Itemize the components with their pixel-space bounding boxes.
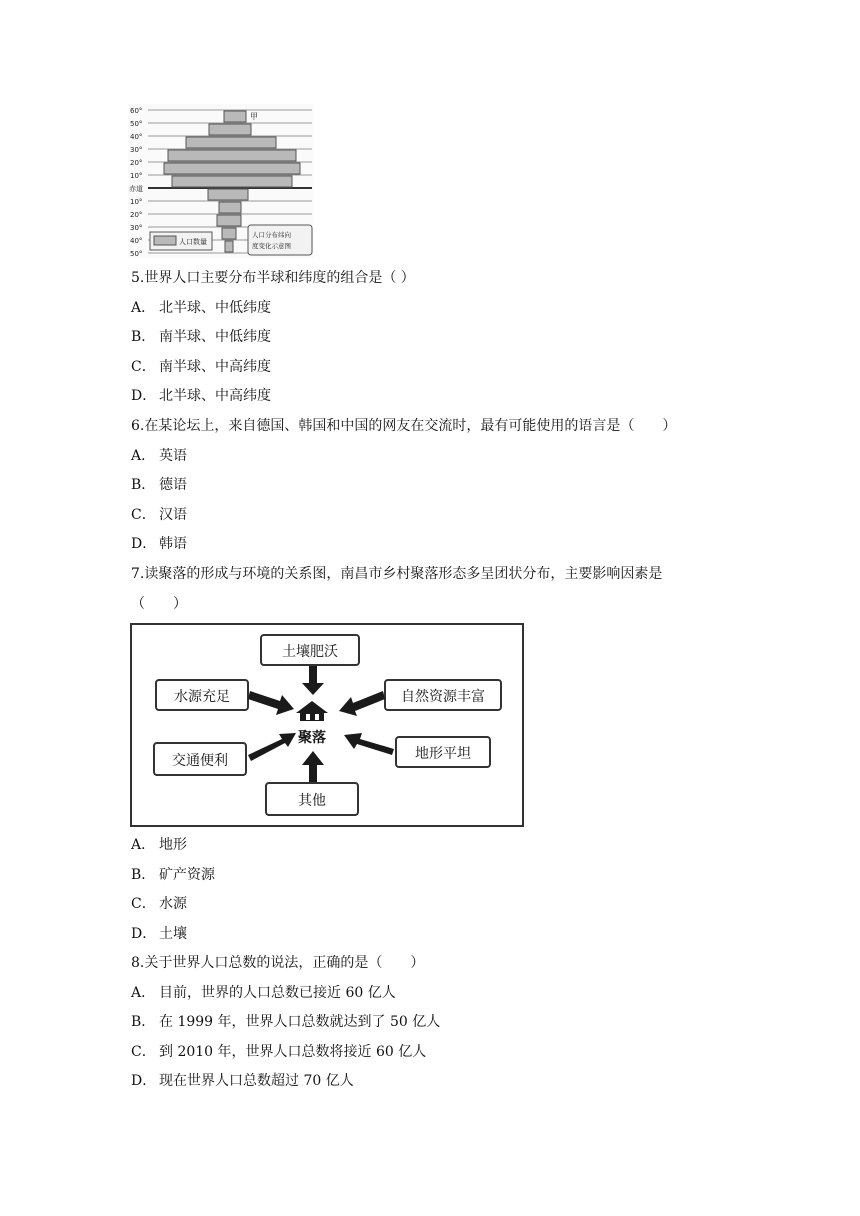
option-letter: C．	[131, 1044, 156, 1060]
option-letter: D．	[131, 536, 157, 552]
factor-label: 土壤肥沃	[282, 644, 338, 660]
option-c[interactable]	[131, 894, 187, 914]
option-text: 在 1999 年，世界人口总数就达到了 50 亿人	[159, 1014, 441, 1030]
option-text: 汉语	[159, 507, 187, 523]
lat-label: 30°	[130, 224, 143, 232]
option-b[interactable]	[131, 1012, 440, 1032]
option-b[interactable]	[131, 475, 187, 495]
option-letter: A．	[131, 300, 156, 316]
option-a[interactable]	[131, 298, 271, 318]
option-text: 矿产资源	[159, 867, 215, 883]
option-letter: A．	[131, 448, 156, 464]
lat-label: 10°	[130, 172, 143, 180]
option-text: 北半球、中低纬度	[159, 300, 271, 316]
option-letter: C．	[131, 896, 156, 912]
option-b[interactable]	[131, 327, 271, 347]
factor-label: 水源充足	[174, 689, 230, 705]
lat-label-equator: 赤道	[129, 185, 143, 193]
factor-label: 交通便利	[172, 753, 228, 769]
option-text: 韩语	[159, 536, 187, 552]
legend-swatch	[154, 236, 176, 245]
option-a[interactable]	[131, 983, 396, 1003]
settlement-diagram	[130, 623, 524, 827]
question-5-stem: 5.世界人口主要分布半球和纬度的组合是（ ）	[131, 270, 415, 286]
lat-label: 20°	[130, 211, 143, 219]
settlement-diagram-svg	[130, 623, 524, 827]
option-letter: A．	[131, 837, 156, 853]
option-letter: A．	[131, 985, 156, 1001]
option-text: 水源	[159, 896, 187, 912]
option-d[interactable]	[131, 534, 187, 554]
lat-label: 50°	[130, 250, 143, 258]
option-letter: D．	[131, 1073, 157, 1089]
option-c[interactable]	[131, 357, 271, 377]
lat-label: 50°	[130, 120, 143, 128]
question-7-stem-cont: （ ）	[131, 596, 187, 612]
option-b[interactable]	[131, 865, 215, 885]
lat-label: 40°	[130, 237, 143, 245]
lat-label: 10°	[130, 198, 143, 206]
option-letter: C．	[131, 359, 156, 375]
legend-label: 人口数量	[179, 238, 207, 246]
option-text: 地形	[159, 837, 187, 853]
question-7-stem: 7.读聚落的形成与环境的关系图，南昌市乡村聚落形态多呈团状分布，主要影响因素是	[131, 566, 663, 582]
option-letter: B．	[131, 329, 156, 345]
factor-label: 其他	[298, 793, 326, 809]
option-a[interactable]	[131, 446, 187, 466]
option-letter: C．	[131, 507, 156, 523]
option-text: 目前，世界的人口总数已接近 60 亿人	[159, 985, 396, 1001]
lat-label: 60°	[130, 107, 143, 115]
option-d[interactable]	[131, 924, 187, 944]
option-text: 现在世界人口总数超过 70 亿人	[159, 1073, 354, 1089]
option-letter: B．	[131, 1014, 156, 1030]
option-letter: D．	[131, 388, 157, 404]
option-letter: B．	[131, 477, 156, 493]
option-text: 南半球、中低纬度	[159, 329, 271, 345]
caption-box	[248, 225, 312, 255]
lat-label: 30°	[130, 146, 143, 154]
population-latitude-chart	[128, 104, 314, 258]
option-letter: B．	[131, 867, 156, 883]
population-latitude-figure	[128, 104, 314, 258]
option-d[interactable]	[131, 386, 271, 406]
center-label: 聚落	[298, 730, 326, 746]
option-text: 北半球、中高纬度	[159, 388, 271, 404]
option-text: 德语	[159, 477, 187, 493]
option-c[interactable]	[131, 505, 187, 525]
option-d[interactable]	[131, 1071, 354, 1091]
factor-label: 地形平坦	[415, 746, 471, 762]
factor-label: 自然资源丰富	[401, 689, 485, 705]
option-text: 土壤	[159, 926, 187, 942]
option-text: 到 2010 年，世界人口总数将接近 60 亿人	[159, 1044, 427, 1060]
option-c[interactable]	[131, 1042, 426, 1062]
question-8-stem: 8.关于世界人口总数的说法，正确的是（ ）	[131, 955, 425, 971]
option-a[interactable]	[131, 835, 187, 855]
option-text: 英语	[159, 448, 187, 464]
question-6-stem: 6.在某论坛上，来自德国、韩国和中国的网友在交流时，最有可能使用的语言是（ ）	[131, 418, 677, 434]
lat-label: 40°	[130, 133, 143, 141]
caption-line: 度变化示意图	[252, 242, 291, 250]
top-label: 甲	[250, 112, 258, 121]
option-text: 南半球、中高纬度	[159, 359, 271, 375]
option-letter: D．	[131, 926, 157, 942]
caption-line: 人口分布纬向	[252, 231, 291, 239]
lat-label: 20°	[130, 159, 143, 167]
